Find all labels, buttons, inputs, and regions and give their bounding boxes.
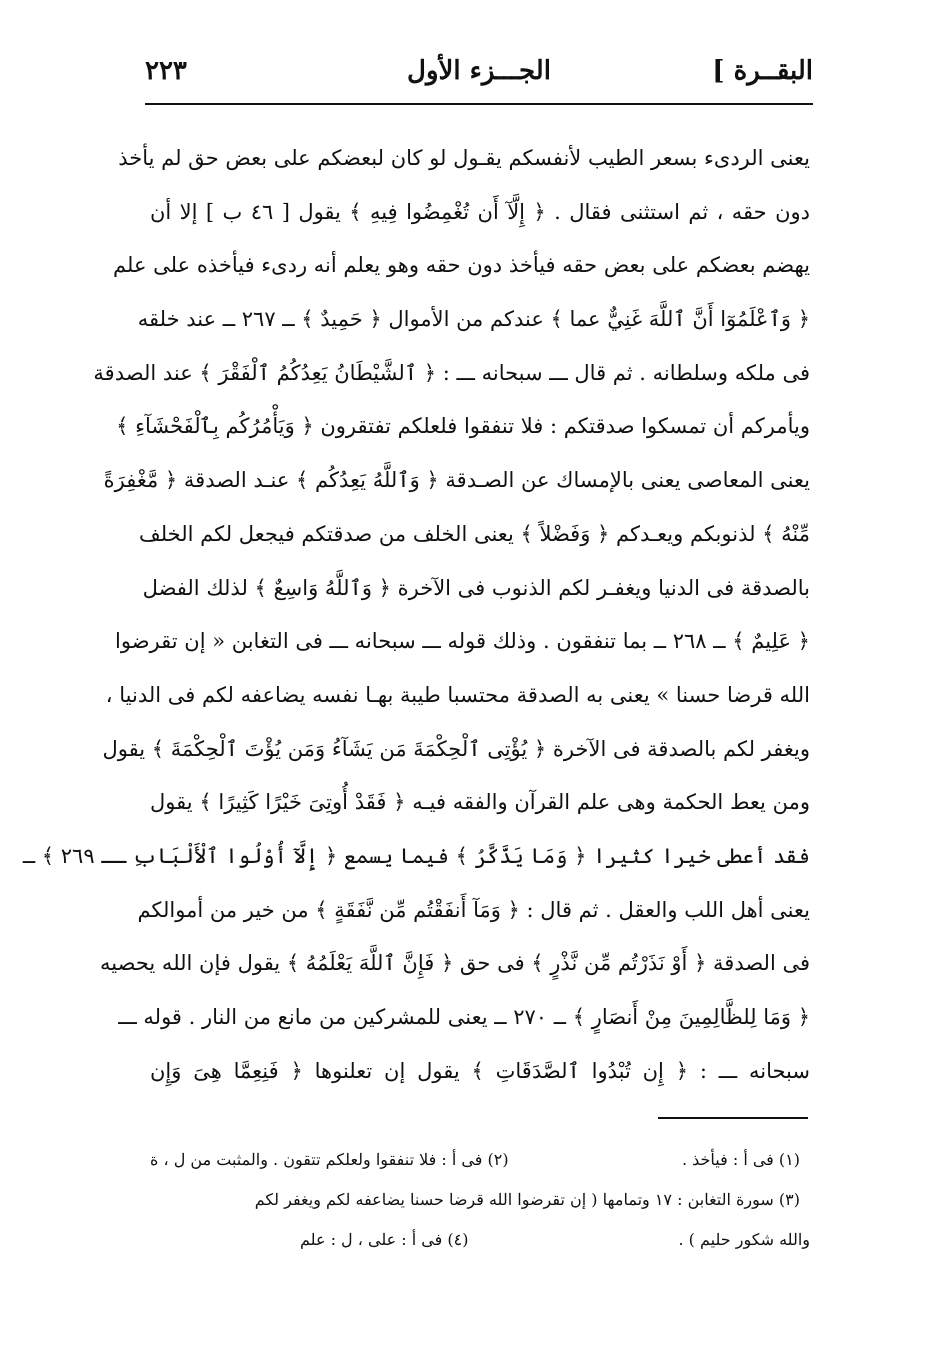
text-line: ويأمركم أن تمسكوا صدقتكم : فلا تنفقوا فلعلكم تفتقرون ﴿ وَيَأْمُرُكُم بِٱلْفَحْشَآءِ ﴾	[116, 414, 810, 439]
part-title: الجـــزء الأول	[407, 56, 551, 86]
footnotes	[150, 1140, 810, 1260]
text-line: ﴿ وَمَا لِلظَّالِمِينَ مِنْ أَنصَارٍ ﴾ ــ ٢٧٠ ــ يعنى للمشركين من مانع من النار . قوله ـــ	[118, 1005, 810, 1029]
header-rule	[145, 103, 813, 105]
text-line: يهضم بعضكم على بعض حقه فيأخذ دون حقه وهو يعلم أنه ردىء فيأخذه على علم	[113, 253, 810, 278]
text-line: فقد أعطى خيرا كثيرا ﴿ وَمَا يَذَّكَّرُ ﴾ فيما يسمع ﴿ إِلَّآ أُوْلُوا ٱلْأَلْبَابِ ــ ٢٦٩ ﴾ ــ	[22, 843, 810, 868]
footnote-2: (٢) فى أ : فلا تنفقوا ولعلكم تتقون . والمثبت من ل ، ة	[150, 1150, 509, 1169]
chapter-title: البقــرة ]	[712, 56, 813, 86]
footnote-row	[150, 1140, 810, 1180]
footnote-3-continued: والله شكور حليم ) .	[678, 1230, 810, 1249]
text-line: ﴿ عَلِيمٌ ﴾ ــ ٢٦٨ ــ بما تنفقون . وذلك قوله ـــ سبحانه ـــ فى التغابن « إن تقرضوا	[115, 629, 810, 654]
text-line: مِّنْهُ ﴾ لذنوبكم ويعـدكم ﴿ وَفَضْلاً ﴾ يعنى الخلف من صدقتكم فيجعل لكم الخلف	[138, 521, 810, 546]
text-line: سبحانه ـــ : ﴿ إِن تُبْدُوا ٱلصَّدَقَاتِ ﴾ يقول إن تعلنوها ﴿ فَنِعِمَّا هِىَ وَإِن	[150, 1058, 810, 1083]
text-line: يعنى المعاصى يعنى بالإمساك عن الصـدقة ﴿ وَٱللَّهُ يَعِدُكُم ﴾ عنـد الصدقة ﴿ مَّغْفِرَةً	[103, 468, 810, 493]
text-line: ﴿ وَٱعْلَمُوٓا أَنَّ ٱللَّهَ غَنِيٌّ عما ﴾ عندكم من الأموال ﴿ حَمِيدٌ ﴾ ــ ٢٦٧ ــ عند خلقه	[137, 307, 810, 332]
text-line: دون حقه ، ثم استثنى فقال . ﴿ إِلَّآ أَن تُغْمِضُوا فِيهِ ﴾ يقول [ ٤٦ ب ] إلا أن	[150, 199, 810, 224]
page-header	[145, 52, 813, 100]
footnote-row	[150, 1220, 810, 1260]
footnote-3: (٣) سورة التغابن : ١٧ وتمامها ( إن تقرضوا الله قرضا حسنا يضاعفه لكم ويغفر لكم	[254, 1190, 800, 1209]
main-text	[22, 132, 810, 1098]
text-line: فى الصدقة ﴿ أَوْ نَذَرْتُم مِّن نَّذْرٍ ﴾ فى حق ﴿ فَإِنَّ ٱللَّهَ يَعْلَمُهُ ﴾ يقول فإن الله يحصيه	[100, 951, 810, 976]
text-line: يعنى أهل اللب والعقل . ثم قال : ﴿ وَمَآ أَنفَقْتُم مِّن نَّفَقَةٍ ﴾ من خير من أموالكم	[137, 897, 810, 922]
text-line: فى ملكه وسلطانه . ثم قال ـــ سبحانه ـــ : ﴿ ٱلشَّيْطَانُ يَعِدُكُمُ ٱلْفَقْرَ ﴾ عند الصدقة	[93, 360, 810, 385]
text-line: ومن يعط الحكمة وهى علم القرآن والفقه فيـه ﴿ فَقَدْ أُوتِىَ خَيْرًا كَثِيرًا ﴾ يقول	[150, 790, 810, 815]
text-line: بالصدقة فى الدنيا ويغفـر لكم الذنوب فى الآخرة ﴿ وَٱللَّهُ وَاسِعٌ ﴾ لذلك الفضل	[142, 575, 810, 600]
text-line: يعنى الردىء بسعر الطيب لأنفسكم يقـول لو كان لبعضكم على بعض حق لم يأخذ	[118, 146, 810, 170]
text-line: ويغفر لكم بالصدقة فى الآخرة ﴿ يُؤْتِى ٱلْحِكْمَةَ مَن يَشَآءُ وَمَن يُؤْتَ ٱلْحِكْمَةَ ﴾ يقول	[102, 736, 810, 761]
footnote-4: (٤) فى أ : على ، ل : علم	[300, 1230, 469, 1249]
footnote-rule	[658, 1117, 808, 1119]
text-line: الله قرضا حسنا » يعنى به الصدقة محتسبا طيبة بهـا نفسه يضاعفه لكم فى الدنيا ،	[105, 682, 810, 707]
page-number: ٢٢٣	[145, 56, 187, 86]
footnote-1: (١) فى أ : فيأخذ .	[681, 1150, 800, 1169]
